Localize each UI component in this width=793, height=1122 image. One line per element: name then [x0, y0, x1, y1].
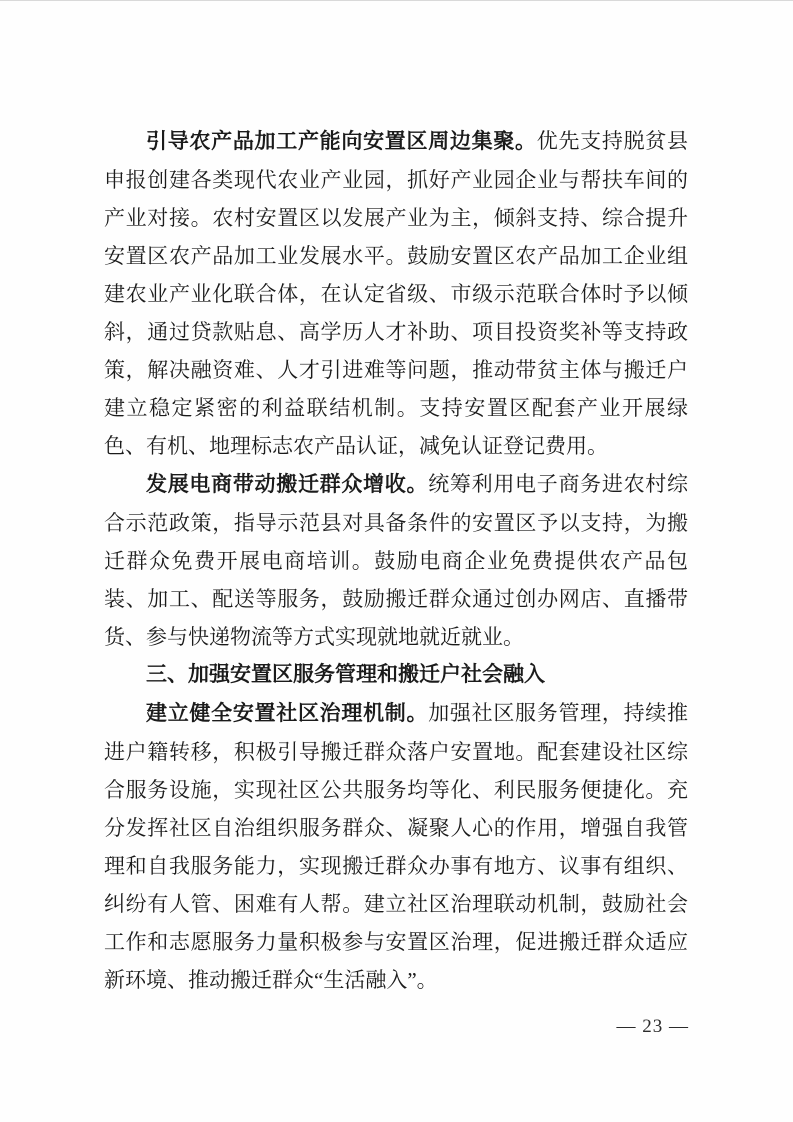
paragraph-text: 优先支持脱贫县申报创建各类现代农业产业园，抓好产业园企业与帮扶车间的产业对接。农村安置区以发展产业为主，倾斜支持、综合提升安置区农产品加工业发展水平。鼓励安置区农产品加工企业组建农业产业化联合体，在认定省级、市级示范联合体时予以倾斜，通过贷款贴息、高学历人才补助、项目投资奖补等支持政策，解决融资难、人才引进难等问题，推动带贫主体与搬迁户建立稳定紧密的利益联结机制。支持安置区配套产业开展绿色、有机、地理标志农产品认证，减免认证登记费用。	[104, 129, 688, 458]
document-body	[104, 122, 688, 999]
page-number: — 23 —	[616, 1016, 689, 1037]
paragraph-ecommerce-income	[104, 465, 688, 656]
paragraph-text: 统筹利用电子商务进农村综合示范政策，指导示范县对具备条件的安置区予以支持，为搬迁群众免费开展电商培训。鼓励电商企业免费提供农产品包装、加工、配送等服务，鼓励搬迁群众通过创办网店、直播带货、参与快递物流等方式实现就地就近就业。	[104, 472, 689, 649]
section-heading-three: 三、加强安置区服务管理和搬迁户社会融入	[146, 663, 545, 686]
paragraph-lead-bold: 建立健全安置社区治理机制。	[146, 702, 429, 725]
paragraph-community-governance	[104, 694, 688, 999]
paragraph-lead-bold: 发展电商带动搬迁群众增收。	[146, 473, 429, 496]
scan-edge-artifact	[0, 0, 793, 1]
paragraph-agriculture-processing	[104, 122, 688, 465]
paragraph-text: 加强社区服务管理，持续推进户籍转移，积极引导搬迁群众落户安置地。配套建设社区综合服务设施，实现社区公共服务均等化、利民服务便捷化。充分发挥社区自治组织服务群众、凝聚人心的作用，增强自我管理和自我服务能力，实现搬迁群众办事有地方、议事有组织、纠纷有人管、困难有人帮。建立社区治理联动机制，鼓励社会工作和志愿服务力量积极参与安置区治理，促进搬迁群众适应新环境、推动搬迁群众“生活融入”。	[104, 701, 689, 992]
paragraph-lead-bold: 引导农产品加工产能向安置区周边集聚。	[146, 130, 537, 153]
